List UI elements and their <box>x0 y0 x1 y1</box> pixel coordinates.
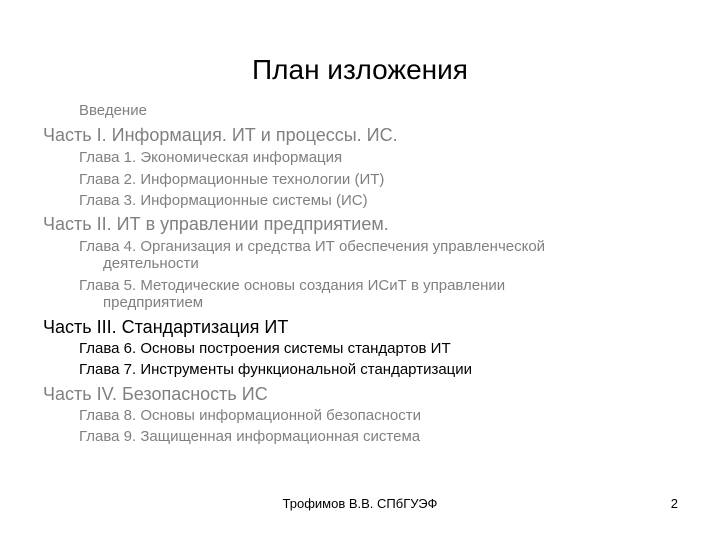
outline-part-2: Часть II. ИТ в управлении предприятием. <box>43 214 389 234</box>
outline-chapter-4-cont: деятельности <box>103 255 199 272</box>
outline-chapter-5-cont: предприятием <box>103 294 204 311</box>
outline-chapter-4: Глава 4. Организация и средства ИТ обеспечения управленческой <box>79 238 546 255</box>
outline-chapter-9: Глава 9. Защищенная информационная система <box>79 428 421 445</box>
outline-part-3: Часть III. Стандартизация ИТ <box>43 317 289 337</box>
outline-part-4: Часть IV. Безопасность ИС <box>43 384 268 404</box>
outline-chapter-6: Глава 6. Основы построения системы стандартов ИТ <box>79 340 451 357</box>
outline-chapter-2: Глава 2. Информационные технологии (ИТ) <box>79 171 385 188</box>
outline-chapter-7: Глава 7. Инструменты функциональной стандартизации <box>79 361 473 378</box>
outline-chapter-1: Глава 1. Экономическая информация <box>79 149 343 166</box>
outline-chapter-5: Глава 5. Методические основы создания ИСиТ в управлении <box>79 277 506 294</box>
outline-chapter-8: Глава 8. Основы информационной безопасности <box>79 407 422 424</box>
outline-chapter-3: Глава 3. Информационные системы (ИС) <box>79 192 368 209</box>
outline-intro: Введение <box>79 102 147 119</box>
slide-footer: Трофимов В.В. СПбГУЭФ <box>282 496 438 511</box>
outline-part-1: Часть I. Информация. ИТ и процессы. ИС. <box>43 125 398 145</box>
page-number: 2 <box>670 496 678 511</box>
slide-title: План изложения <box>252 54 468 85</box>
